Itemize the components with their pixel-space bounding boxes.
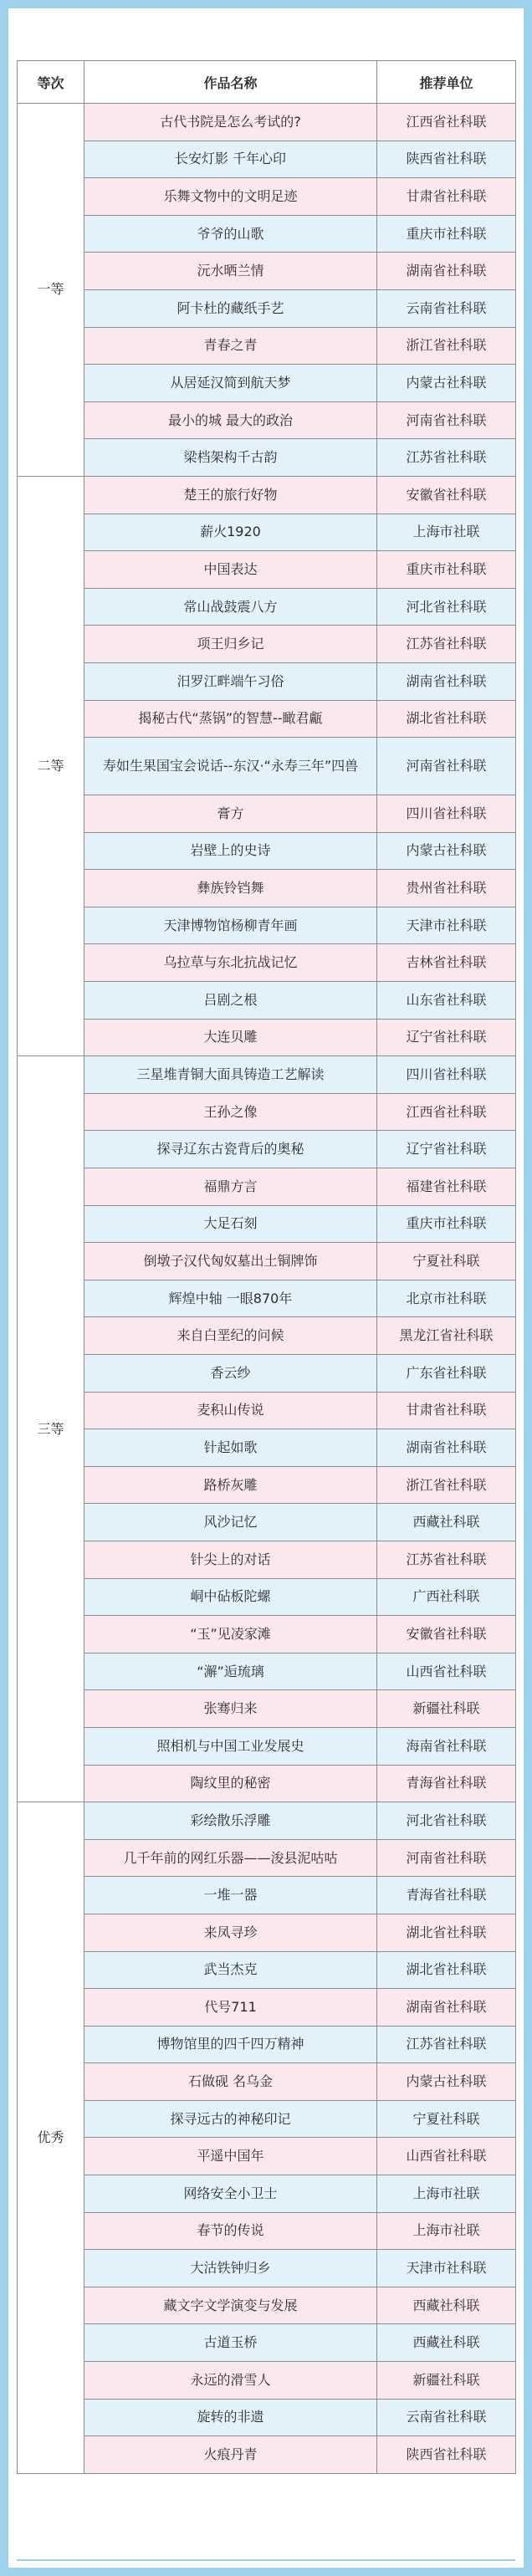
recommender-cell: 云南省社科联 (377, 289, 516, 327)
recommender-cell: 四川省社科联 (377, 795, 516, 833)
table-row (18, 551, 516, 589)
recommender-cell: 陕西省社科联 (377, 141, 516, 178)
recommender-cell: 上海市社联 (377, 514, 516, 551)
table-row (18, 1951, 516, 1989)
table-row (18, 2212, 516, 2250)
table-row (18, 588, 516, 626)
recommender-cell: 辽宁省社科联 (377, 1019, 516, 1056)
table-row (18, 1578, 516, 1616)
work-title-cell: 麦积山传说 (84, 1392, 377, 1429)
recommender-cell: 福建省社科联 (377, 1168, 516, 1206)
work-title-cell: 楚王的旅行好物 (84, 476, 377, 514)
table-body (18, 104, 516, 2474)
table-row (18, 662, 516, 700)
table-row (18, 1727, 516, 1765)
recommender-cell: 山西省社科联 (377, 1653, 516, 1690)
table-row (18, 141, 516, 178)
work-title-cell: 从居延汉简到航天梦 (84, 365, 377, 402)
work-title-cell: 常山战鼓震八方 (84, 588, 377, 626)
table-row (18, 944, 516, 982)
recommender-cell: 河南省社科联 (377, 738, 516, 795)
table-row (18, 1765, 516, 1802)
work-title-cell: 大沽铁钟归乡 (84, 2250, 377, 2287)
table-row (18, 327, 516, 365)
bottom-divider (17, 2559, 515, 2561)
table-row (18, 178, 516, 216)
recommender-cell: 湖南省社科联 (377, 1989, 516, 2027)
work-title-cell: 针起如歌 (84, 1429, 377, 1467)
recommender-cell: 甘肃省社科联 (377, 1392, 516, 1429)
recommender-cell: 湖南省社科联 (377, 1429, 516, 1467)
recommender-cell: 上海市社联 (377, 2175, 516, 2213)
work-title-cell: 峒中砧板陀螺 (84, 1578, 377, 1616)
table-row (18, 1168, 516, 1206)
table-row (18, 2324, 516, 2362)
work-title-cell: 倒墩子汉代匈奴墓出土铜牌饰 (84, 1243, 377, 1280)
table-row (18, 907, 516, 944)
work-title-cell: 陶纹里的秘密 (84, 1765, 377, 1802)
table-row (18, 401, 516, 439)
work-title-cell: 武当杰克 (84, 1951, 377, 1989)
work-title-cell: 沅水晒兰情 (84, 253, 377, 290)
table-row (18, 215, 516, 253)
recommender-cell: 浙江省社科联 (377, 1466, 516, 1504)
table-row (18, 1914, 516, 1951)
recommender-cell: 辽宁省社科联 (377, 1131, 516, 1168)
work-title-cell: 张骞归来 (84, 1690, 377, 1728)
grade-cell: 一等 (18, 104, 84, 477)
recommender-cell: 江苏省社科联 (377, 439, 516, 477)
recommender-cell: 河南省社科联 (377, 1839, 516, 1877)
recommender-cell: 广东省社科联 (377, 1355, 516, 1393)
table-row (18, 1429, 516, 1467)
work-title-cell: 路桥灰雕 (84, 1466, 377, 1504)
work-title-cell: 博物馆里的四千四万精神 (84, 2026, 377, 2063)
table-row (18, 2287, 516, 2324)
work-title-cell: 最小的城 最大的政治 (84, 401, 377, 439)
table-row (18, 1690, 516, 1728)
table-row (18, 2436, 516, 2474)
recommender-cell: 内蒙古社科联 (377, 832, 516, 870)
work-title-cell: 青春之青 (84, 327, 377, 365)
work-title-cell: 彝族铃铛舞 (84, 870, 377, 907)
recommender-cell: 江西省社科联 (377, 104, 516, 141)
work-title-cell: 薪火1920 (84, 514, 377, 551)
recommender-cell: 西藏社科联 (377, 2287, 516, 2324)
recommender-cell: 重庆市社科联 (377, 551, 516, 589)
grade-cell: 优秀 (18, 1802, 84, 2474)
table-row (18, 2362, 516, 2400)
recommender-cell: 湖南省社科联 (377, 662, 516, 700)
recommender-cell: 湖北省社科联 (377, 1951, 516, 1989)
grade-cell: 三等 (18, 1056, 84, 1802)
work-title-cell: 代号711 (84, 1989, 377, 2027)
work-title-cell: 寿如生果国宝会说话--东汉·“永寿三年”四兽 (84, 738, 377, 795)
work-title-cell: 网络安全小卫士 (84, 2175, 377, 2213)
recommender-cell: 西藏社科联 (377, 2324, 516, 2362)
table-row (18, 1989, 516, 2027)
table-row (18, 2138, 516, 2175)
work-title-cell: 彩绘散乐浮雕 (84, 1802, 377, 1840)
recommender-cell: 内蒙古社科联 (377, 365, 516, 402)
table-row (18, 2026, 516, 2063)
table-row (18, 700, 516, 738)
recommender-cell: 四川省社科联 (377, 1056, 516, 1094)
table-row (18, 1653, 516, 1690)
work-title-cell: 王孙之像 (84, 1093, 377, 1131)
table-row (18, 1541, 516, 1578)
recommender-cell: 黑龙江省社科联 (377, 1317, 516, 1355)
recommender-cell: 青海省社科联 (377, 1765, 516, 1802)
work-title-cell: 爷爷的山歌 (84, 215, 377, 253)
work-title-cell: 针尖上的对话 (84, 1541, 377, 1578)
table-row (18, 1093, 516, 1131)
work-title-cell: 古道玉桥 (84, 2324, 377, 2362)
table-row (18, 2250, 516, 2287)
table-row (18, 1392, 516, 1429)
work-title-cell: 春节的传说 (84, 2212, 377, 2250)
work-title-cell: 石做砚 名乌金 (84, 2063, 377, 2101)
table-row (18, 365, 516, 402)
work-title-cell: 一堆一器 (84, 1877, 377, 1914)
work-title-cell: 阿卡杜的藏纸手艺 (84, 289, 377, 327)
table-row (18, 1504, 516, 1541)
table-row (18, 1355, 516, 1393)
table-row (18, 2100, 516, 2138)
table-row (18, 439, 516, 477)
table-row (18, 2063, 516, 2101)
recommender-cell: 重庆市社科联 (377, 1205, 516, 1243)
work-title-cell: 福鼎方言 (84, 1168, 377, 1206)
recommender-cell: 重庆市社科联 (377, 215, 516, 253)
table-row (18, 1466, 516, 1504)
work-title-cell: 旋转的非遗 (84, 2399, 377, 2436)
table-row (18, 253, 516, 290)
recommender-cell: 新疆社科联 (377, 1690, 516, 1728)
table-row (18, 982, 516, 1020)
table-row (18, 870, 516, 907)
recommender-cell: 河南省社科联 (377, 401, 516, 439)
recommender-cell: 新疆社科联 (377, 2362, 516, 2400)
work-title-cell: 古代书院是怎么考试的? (84, 104, 377, 141)
table-card (8, 8, 524, 2568)
table-row (18, 1839, 516, 1877)
work-title-cell: 辉煌中轴 一眼870年 (84, 1280, 377, 1317)
recommender-cell: 贵州省社科联 (377, 870, 516, 907)
recommender-cell: 江苏省社科联 (377, 1541, 516, 1578)
table-row (18, 1243, 516, 1280)
table-row (18, 832, 516, 870)
work-title-cell: 香云纱 (84, 1355, 377, 1393)
recommender-cell: 江西省社科联 (377, 1093, 516, 1131)
header-recommender: 推荐单位 (377, 61, 516, 104)
table-row (18, 1131, 516, 1168)
recommender-cell: 海南省社科联 (377, 1727, 516, 1765)
recommender-cell: 浙江省社科联 (377, 327, 516, 365)
work-title-cell: 几千年前的网红乐器——浚县泥咕咕 (84, 1839, 377, 1877)
work-title-cell: 来凤寻珍 (84, 1914, 377, 1951)
work-title-cell: “澥”逅琉璃 (84, 1653, 377, 1690)
table-row (18, 1205, 516, 1243)
recommender-cell: 甘肃省社科联 (377, 178, 516, 216)
table-row (18, 514, 516, 551)
work-title-cell: 梁档架构千古韵 (84, 439, 377, 477)
work-title-cell: 火痕丹青 (84, 2436, 377, 2474)
recommender-cell: 湖北省社科联 (377, 1914, 516, 1951)
work-title-cell: 三星堆青铜大面具铸造工艺解读 (84, 1056, 377, 1094)
awards-table (17, 60, 516, 2474)
recommender-cell: 安徽省社科联 (377, 476, 516, 514)
table-row (18, 1616, 516, 1653)
recommender-cell: 广西社科联 (377, 1578, 516, 1616)
work-title-cell: 长安灯影 千年心印 (84, 141, 377, 178)
table-row (18, 626, 516, 663)
work-title-cell: 探寻远古的神秘印记 (84, 2100, 377, 2138)
work-title-cell: 岩壁上的史诗 (84, 832, 377, 870)
recommender-cell: 安徽省社科联 (377, 1616, 516, 1653)
recommender-cell: 吉林省社科联 (377, 944, 516, 982)
recommender-cell: 河北省社科联 (377, 588, 516, 626)
work-title-cell: 风沙记忆 (84, 1504, 377, 1541)
table-row (18, 1802, 516, 1840)
work-title-cell: 天津博物馆杨柳青年画 (84, 907, 377, 944)
recommender-cell: 青海省社科联 (377, 1877, 516, 1914)
table-row (18, 1019, 516, 1056)
work-title-cell: 平遥中国年 (84, 2138, 377, 2175)
header-row (18, 61, 516, 104)
work-title-cell: 项王归乡记 (84, 626, 377, 663)
work-title-cell: “玉”见凌家滩 (84, 1616, 377, 1653)
work-title-cell: 吕剧之根 (84, 982, 377, 1020)
work-title-cell: 来自白垩纪的问候 (84, 1317, 377, 1355)
work-title-cell: 照相机与中国工业发展史 (84, 1727, 377, 1765)
table-row (18, 738, 516, 795)
table-row (18, 2175, 516, 2213)
table-row (18, 1317, 516, 1355)
table-row (18, 476, 516, 514)
work-title-cell: 永远的滑雪人 (84, 2362, 377, 2400)
recommender-cell: 山东省社科联 (377, 982, 516, 1020)
work-title-cell: 乐舞文物中的文明足迹 (84, 178, 377, 216)
recommender-cell: 西藏社科联 (377, 1504, 516, 1541)
work-title-cell: 藏文字文学演变与发展 (84, 2287, 377, 2324)
recommender-cell: 宁夏社科联 (377, 2100, 516, 2138)
recommender-cell: 内蒙古社科联 (377, 2063, 516, 2101)
recommender-cell: 上海市社联 (377, 2212, 516, 2250)
table-row (18, 1280, 516, 1317)
recommender-cell: 陕西省社科联 (377, 2436, 516, 2474)
work-title-cell: 膏方 (84, 795, 377, 833)
grade-cell: 二等 (18, 476, 84, 1055)
work-title-cell: 大足石刻 (84, 1205, 377, 1243)
recommender-cell: 云南省社科联 (377, 2399, 516, 2436)
recommender-cell: 河北省社科联 (377, 1802, 516, 1840)
header-grade: 等次 (18, 61, 84, 104)
work-title-cell: 乌拉草与东北抗战记忆 (84, 944, 377, 982)
recommender-cell: 天津市社科联 (377, 907, 516, 944)
work-title-cell: 中国表达 (84, 551, 377, 589)
recommender-cell: 山西省社科联 (377, 2138, 516, 2175)
work-title-cell: 汨罗江畔端午习俗 (84, 662, 377, 700)
recommender-cell: 宁夏社科联 (377, 1243, 516, 1280)
recommender-cell: 江苏省社科联 (377, 626, 516, 663)
recommender-cell: 江苏省社科联 (377, 2026, 516, 2063)
table-row (18, 104, 516, 141)
table-row (18, 1056, 516, 1094)
recommender-cell: 天津市社科联 (377, 2250, 516, 2287)
table-row (18, 795, 516, 833)
work-title-cell: 探寻辽东古瓷背后的奥秘 (84, 1131, 377, 1168)
recommender-cell: 北京市社科联 (377, 1280, 516, 1317)
work-title-cell: 大连贝雕 (84, 1019, 377, 1056)
recommender-cell: 湖南省社科联 (377, 253, 516, 290)
table-row (18, 289, 516, 327)
work-title-cell: 揭秘古代“蒸锅”的智慧--瞰君甗 (84, 700, 377, 738)
header-work-title: 作品名称 (84, 61, 377, 104)
table-row (18, 1877, 516, 1914)
table-row (18, 2399, 516, 2436)
recommender-cell: 湖北省社科联 (377, 700, 516, 738)
